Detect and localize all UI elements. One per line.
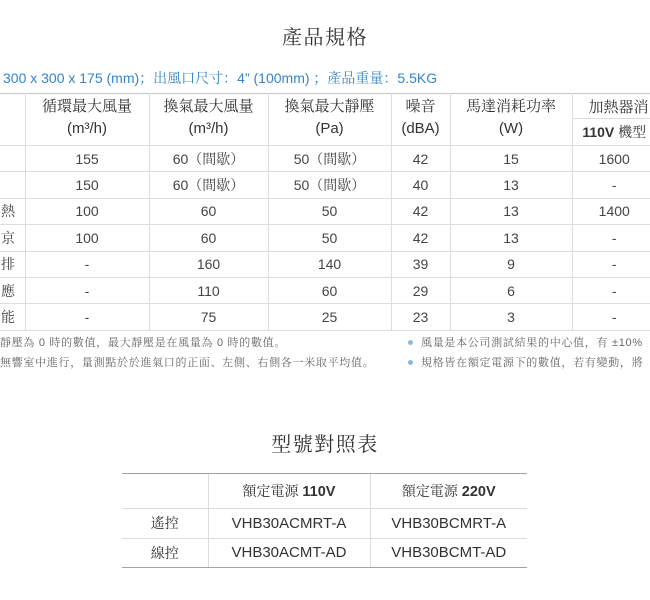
circulation-max-airflow-cell: 100 [25,198,149,224]
model-110v: VHB30ACMT-AD [208,538,370,568]
ventilation-max-airflow-cell: 110 [149,277,268,303]
noise-cell: 42 [391,225,450,251]
model-section-title: 型號對照表 [271,434,379,456]
heater-power-110v-cell: - [572,277,650,303]
voltage-label: 110V [582,124,615,140]
header-unit: (Pa) [315,120,344,137]
heater-power-110v-cell: - [572,225,650,251]
note-item [408,353,650,373]
noise-cell: 29 [391,277,450,303]
model-220v: VHB30BCMRT-A [370,509,527,539]
rated-power-220v-header [370,474,527,509]
mode-label: 京 [0,225,25,251]
header-title: 循環最大風量 [41,98,132,115]
motor-power-cell: 13 [450,225,572,251]
note-item [408,333,650,353]
circulation-max-airflow-cell: - [25,304,149,330]
model-label: 機型 [618,124,647,140]
spec-row [0,146,650,172]
ventilation-max-airflow-cell: 160 [149,251,268,277]
ventilation-max-airflow-cell: 60（間歇） [149,172,268,198]
noise-cell: 42 [391,198,450,224]
heater-power-110v-cell: - [572,304,650,330]
header-title: 換氣最大靜壓 [284,98,375,115]
control-type-header [122,474,208,509]
noise-header [391,94,450,146]
circulation-max-airflow-cell: 150 [25,172,149,198]
mode-label [0,172,25,198]
spec-row [0,251,650,277]
model-comparison-table [122,473,527,568]
control-type-label: 線控 [122,538,208,568]
ventilation-max-static-pressure-header [268,94,391,146]
heater-power-110v-cell: - [572,251,650,277]
note-text: 規格皆在額定電源下的數值，若有變動，將 [421,357,644,369]
noise-cell: 40 [391,172,450,198]
note-line: 無響室中進行，量測點於於進氣口的正面、左側、右側各一米取平均值。 [0,357,375,369]
rated-power-110v-header [208,474,370,509]
header-unit: (dBA) [401,120,440,137]
bullet-icon [408,360,413,365]
mode-label: 排 [0,251,25,277]
ventilation-max-static-pressure-cell: 140 [268,251,391,277]
spec-table [0,93,650,331]
ventilation-max-static-pressure-cell: 60 [268,277,391,303]
motor-power-cell: 15 [450,146,572,172]
product-dimensions-line: 300 x 300 x 175 (mm)；出風口尺寸：4” (100mm) ；產品重量：5.5KG [3,70,438,86]
noise-cell: 42 [391,146,450,172]
circulation-max-airflow-cell: 100 [25,225,149,251]
noise-cell: 23 [391,304,450,330]
model-header-row [122,474,527,509]
model-110v: VHB30ACMRT-A [208,509,370,539]
header-label: 額定電源 [401,483,458,499]
header-voltage: 220V [461,484,496,500]
noise-cell: 39 [391,251,450,277]
ventilation-max-static-pressure-cell: 25 [268,304,391,330]
ventilation-max-static-pressure-cell: 50 [268,225,391,251]
circulation-max-airflow-cell: - [25,277,149,303]
control-type-label: 遙控 [122,509,208,539]
model-row [122,538,527,568]
header-unit: (W) [498,120,524,137]
header-title: 馬達消耗功率 [465,98,556,115]
ventilation-max-static-pressure-cell: 50（間歇） [268,172,391,198]
spec-row [0,304,650,330]
circulation-max-airflow-cell: 155 [25,146,149,172]
header-title: 換氣最大風量 [163,98,254,115]
ventilation-max-airflow-cell: 75 [149,304,268,330]
header-unit: (m³/h) [188,120,229,137]
motor-power-cell: 6 [450,277,572,303]
ventilation-max-airflow-cell: 60 [149,198,268,224]
mode-header [0,94,25,146]
motor-power-cell: 13 [450,172,572,198]
heater-110v-model-header [572,119,650,146]
spec-row [0,172,650,198]
mode-label: 熱 [0,198,25,224]
notes-right [408,333,650,373]
note-line: 靜壓為 0 時的數值，最大靜壓是在風量為 0 時的數值。 [0,337,287,349]
motor-power-header [450,94,572,146]
header-voltage: 110V [302,484,336,500]
model-row [122,509,527,539]
mode-label [0,146,25,172]
spec-row [0,277,650,303]
motor-power-cell: 13 [450,198,572,224]
spec-header-row [0,94,650,119]
ventilation-max-static-pressure-cell: 50（間歇） [268,146,391,172]
header-label: 額定電源 [242,483,299,499]
heater-power-110v-cell: 1600 [572,146,650,172]
bullet-icon [408,340,413,345]
circulation-max-airflow-cell: - [25,251,149,277]
spec-row [0,198,650,224]
motor-power-cell: 9 [450,251,572,277]
model-220v: VHB30BCMT-AD [370,538,527,568]
mode-label: 能 [0,304,25,330]
ventilation-max-static-pressure-cell: 50 [268,198,391,224]
spec-section-title: 產品規格 [282,27,368,49]
header-unit: (m³/h) [67,120,107,137]
circulation-max-airflow-header [25,94,149,146]
header-title: 噪音 [405,98,436,115]
motor-power-cell: 3 [450,304,572,330]
notes-left [0,333,400,373]
heater-power-header: 加熱器消 [572,94,650,119]
ventilation-max-airflow-cell: 60 [149,225,268,251]
note-text: 風量是本公司測試結果的中心值，有 ±10% [421,337,643,349]
heater-power-110v-cell: - [572,172,650,198]
heater-power-110v-cell: 1400 [572,198,650,224]
ventilation-max-airflow-header [149,94,268,146]
mode-label: 應 [0,277,25,303]
ventilation-max-airflow-cell: 60（間歇） [149,146,268,172]
spec-row [0,225,650,251]
